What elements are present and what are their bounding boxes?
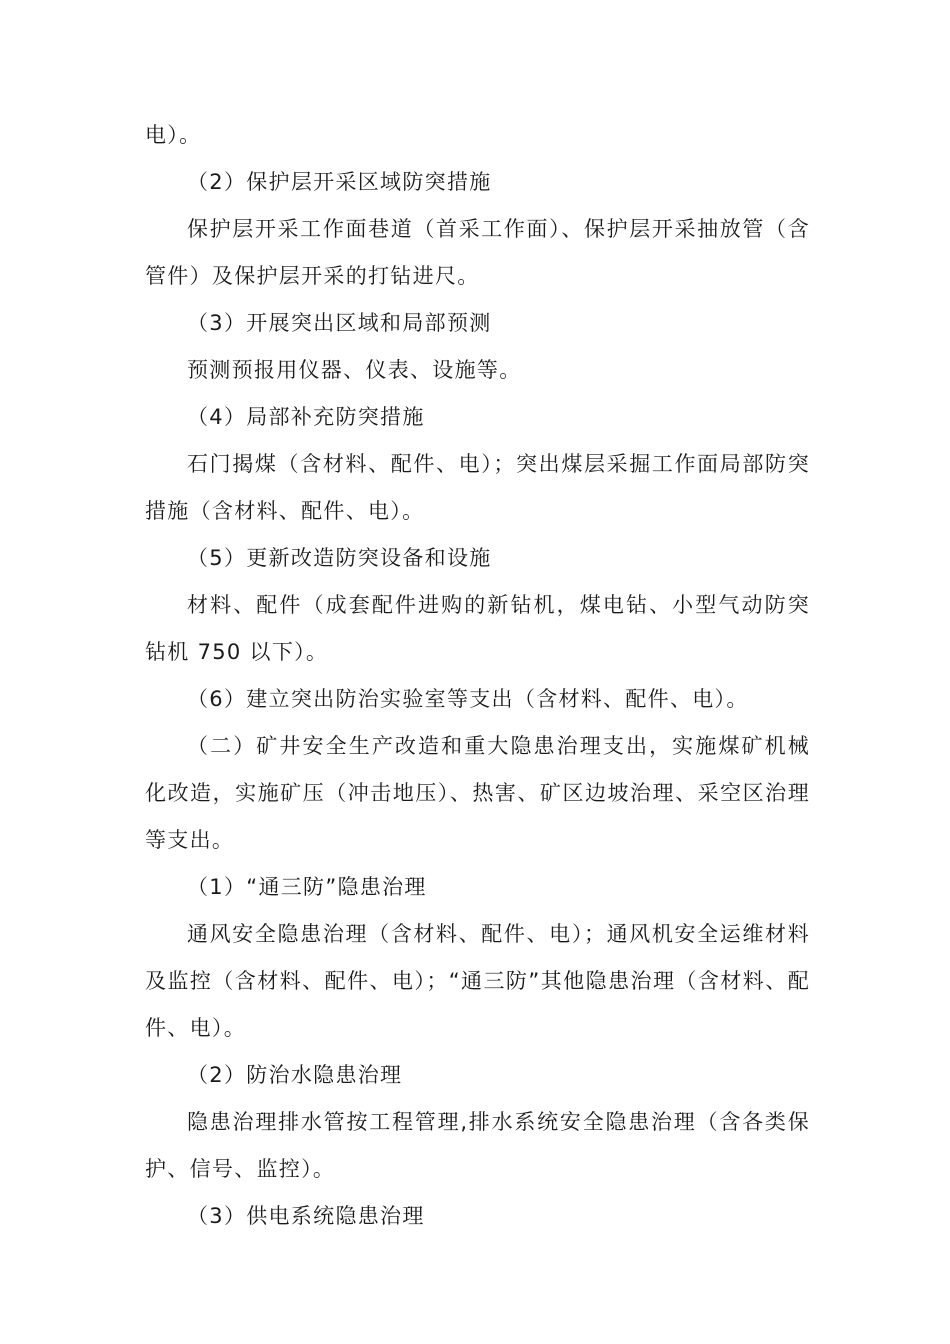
paragraph: 隐患治理排水管按工程管理,排水系统安全隐患治理（含各类保护、信号、监控）。 [145, 1110, 810, 1181]
paragraph: 材料、配件（成套配件进购的新钻机，煤电钻、小型气动防突钻机 750 以下）。 [145, 593, 810, 664]
paragraph: 预测预报用仪器、仪表、设施等。 [187, 358, 522, 382]
section-heading: （5）更新改造防突设备和设施 [187, 546, 492, 570]
paragraph: 通风安全隐患治理（含材料、配件、电）；通风机安全运维材料及监控（含材料、配件、电）；“通三防”其他隐患治理（含材料、配件、电）。 [145, 922, 810, 1040]
section-heading: （2）防治水隐患治理 [187, 1063, 403, 1087]
section-heading: （2）保护层开采区域防突措施 [187, 170, 492, 194]
paragraph: 石门揭煤（含材料、配件、电）；突出煤层采掘工作面局部防突措施（含材料、配件、电）。 [145, 452, 810, 523]
paragraph: （二）矿井安全生产改造和重大隐患治理支出，实施煤矿机械化改造，实施矿压（冲击地压）、热害、矿区边坡治理、采空区治理等支出。 [145, 734, 810, 852]
section-heading: （4）局部补充防突措施 [187, 405, 425, 429]
section-heading: （6）建立突出防治实验室等支出（含材料、配件、电）。 [187, 687, 749, 711]
section-heading: （3）供电系统隐患治理 [187, 1204, 425, 1228]
paragraph: 保护层开采工作面巷道（首采工作面）、保护层开采抽放管（含管件）及保护层开采的打钻进尺。 [145, 217, 810, 288]
section-heading: （3）开展突出区域和局部预测 [187, 311, 492, 335]
section-heading: （1）“通三防”隐患治理 [187, 875, 427, 899]
document-body [145, 112, 810, 1240]
paragraph-continuation: 电）。 [145, 123, 202, 147]
